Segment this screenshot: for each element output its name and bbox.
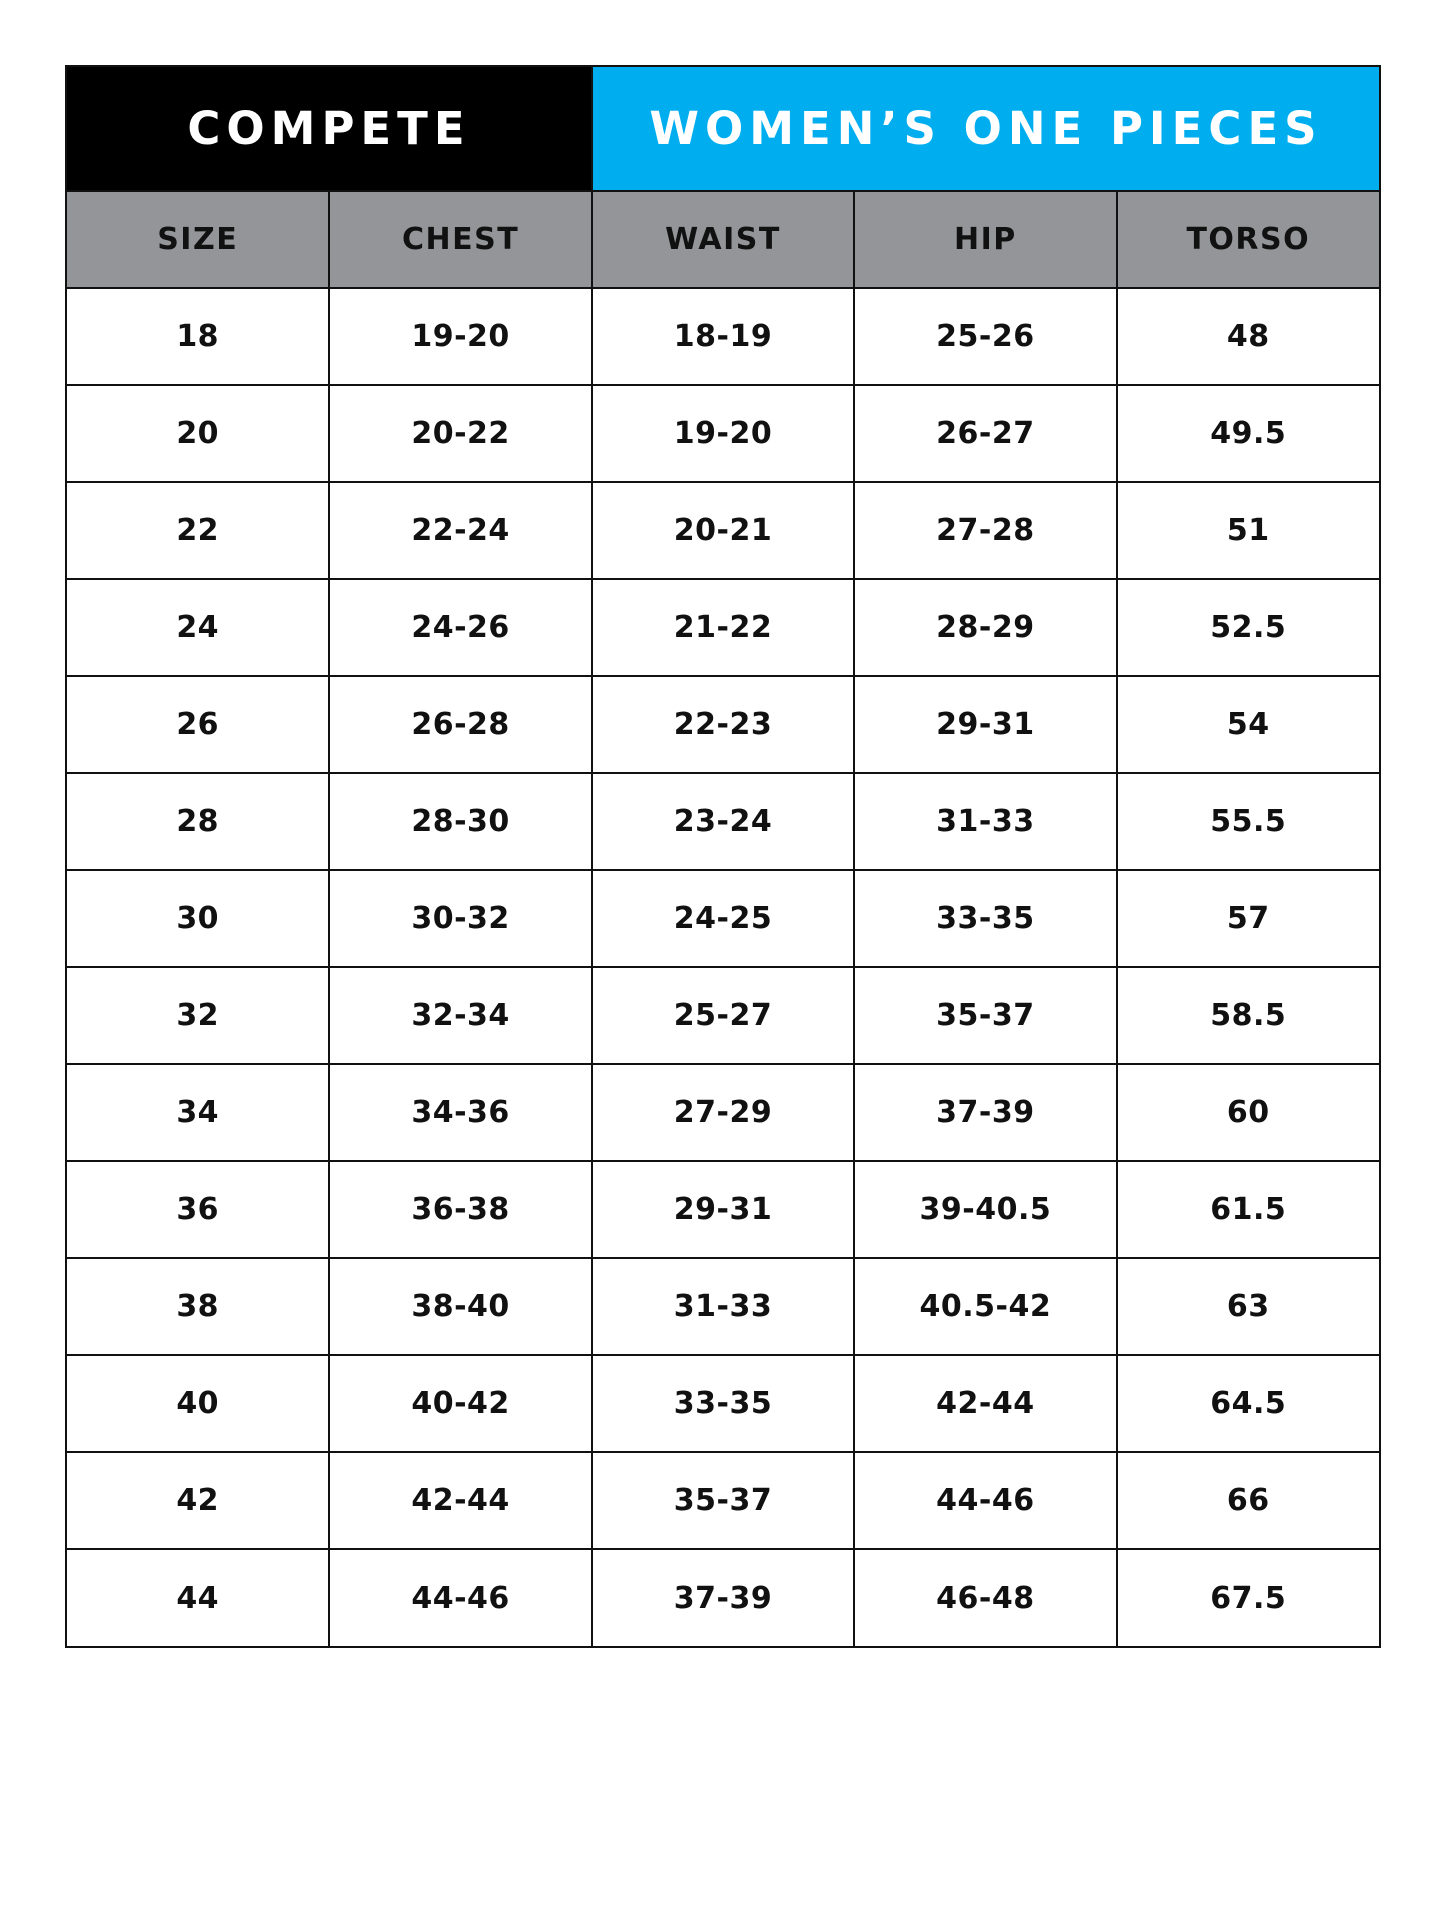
cell-waist: 18-19: [592, 288, 854, 385]
cell-chest: 44-46: [329, 1549, 591, 1646]
product-title: WOMEN’S ONE PIECES: [593, 67, 1379, 190]
table-row: [67, 579, 1379, 676]
cell-hip: 39-40.5: [854, 1161, 1116, 1258]
cell-waist: 33-35: [592, 1355, 854, 1452]
table-header-row: [67, 191, 1379, 288]
cell-waist: 35-37: [592, 1452, 854, 1549]
cell-hip: 35-37: [854, 967, 1116, 1064]
cell-size: 24: [67, 579, 329, 676]
cell-chest: 30-32: [329, 870, 591, 967]
cell-hip: 37-39: [854, 1064, 1116, 1161]
cell-waist: 24-25: [592, 870, 854, 967]
cell-chest: 38-40: [329, 1258, 591, 1355]
cell-chest: 26-28: [329, 676, 591, 773]
cell-waist: 19-20: [592, 385, 854, 482]
cell-chest: 28-30: [329, 773, 591, 870]
cell-torso: 66: [1117, 1452, 1379, 1549]
cell-torso: 55.5: [1117, 773, 1379, 870]
cell-size: 22: [67, 482, 329, 579]
cell-waist: 29-31: [592, 1161, 854, 1258]
cell-hip: 26-27: [854, 385, 1116, 482]
table-row: [67, 482, 1379, 579]
brand-title: COMPETE: [67, 67, 593, 190]
cell-torso: 54: [1117, 676, 1379, 773]
cell-size: 32: [67, 967, 329, 1064]
cell-waist: 21-22: [592, 579, 854, 676]
cell-hip: 40.5-42: [854, 1258, 1116, 1355]
cell-waist: 37-39: [592, 1549, 854, 1646]
cell-chest: 19-20: [329, 288, 591, 385]
cell-waist: 20-21: [592, 482, 854, 579]
table-row: [67, 385, 1379, 482]
cell-waist: 23-24: [592, 773, 854, 870]
cell-waist: 22-23: [592, 676, 854, 773]
cell-hip: 29-31: [854, 676, 1116, 773]
cell-hip: 46-48: [854, 1549, 1116, 1646]
chart-banner: [67, 67, 1379, 190]
table-row: [67, 1258, 1379, 1355]
cell-torso: 57: [1117, 870, 1379, 967]
cell-hip: 31-33: [854, 773, 1116, 870]
cell-waist: 25-27: [592, 967, 854, 1064]
table-row: [67, 773, 1379, 870]
cell-hip: 27-28: [854, 482, 1116, 579]
cell-chest: 34-36: [329, 1064, 591, 1161]
cell-torso: 60: [1117, 1064, 1379, 1161]
cell-size: 34: [67, 1064, 329, 1161]
column-header-chest: CHEST: [329, 191, 591, 288]
cell-torso: 63: [1117, 1258, 1379, 1355]
cell-size: 42: [67, 1452, 329, 1549]
size-chart: [65, 65, 1381, 1648]
cell-torso: 48: [1117, 288, 1379, 385]
table-row: [67, 1161, 1379, 1258]
cell-waist: 27-29: [592, 1064, 854, 1161]
table-row: [67, 870, 1379, 967]
table-row: [67, 967, 1379, 1064]
cell-hip: 44-46: [854, 1452, 1116, 1549]
table-row: [67, 1549, 1379, 1646]
cell-size: 40: [67, 1355, 329, 1452]
column-header-torso: TORSO: [1117, 191, 1379, 288]
table-row: [67, 288, 1379, 385]
cell-chest: 22-24: [329, 482, 591, 579]
cell-torso: 58.5: [1117, 967, 1379, 1064]
column-header-size: SIZE: [67, 191, 329, 288]
cell-torso: 67.5: [1117, 1549, 1379, 1646]
cell-size: 38: [67, 1258, 329, 1355]
table-body: [67, 288, 1379, 1646]
cell-waist: 31-33: [592, 1258, 854, 1355]
cell-size: 36: [67, 1161, 329, 1258]
cell-hip: 25-26: [854, 288, 1116, 385]
table-row: [67, 1452, 1379, 1549]
column-header-waist: WAIST: [592, 191, 854, 288]
cell-chest: 24-26: [329, 579, 591, 676]
cell-torso: 49.5: [1117, 385, 1379, 482]
cell-hip: 42-44: [854, 1355, 1116, 1452]
cell-size: 44: [67, 1549, 329, 1646]
cell-size: 20: [67, 385, 329, 482]
cell-torso: 61.5: [1117, 1161, 1379, 1258]
cell-size: 30: [67, 870, 329, 967]
cell-chest: 36-38: [329, 1161, 591, 1258]
cell-torso: 52.5: [1117, 579, 1379, 676]
size-table: [67, 190, 1379, 1646]
cell-chest: 32-34: [329, 967, 591, 1064]
column-header-hip: HIP: [854, 191, 1116, 288]
cell-hip: 28-29: [854, 579, 1116, 676]
cell-chest: 20-22: [329, 385, 591, 482]
cell-chest: 42-44: [329, 1452, 591, 1549]
cell-size: 28: [67, 773, 329, 870]
cell-chest: 40-42: [329, 1355, 591, 1452]
table-row: [67, 676, 1379, 773]
cell-size: 26: [67, 676, 329, 773]
cell-torso: 64.5: [1117, 1355, 1379, 1452]
table-row: [67, 1355, 1379, 1452]
cell-size: 18: [67, 288, 329, 385]
cell-torso: 51: [1117, 482, 1379, 579]
cell-hip: 33-35: [854, 870, 1116, 967]
table-row: [67, 1064, 1379, 1161]
